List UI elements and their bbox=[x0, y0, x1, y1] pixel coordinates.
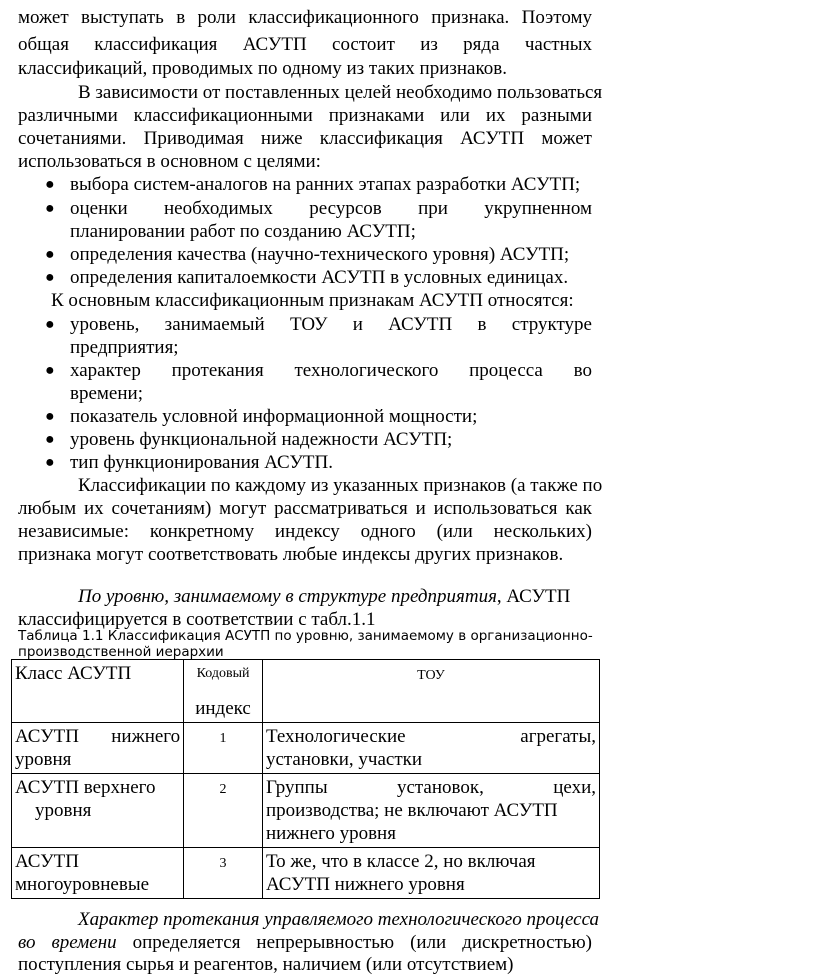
cell-text: 2 bbox=[219, 782, 227, 797]
list-item-text: определения капиталоемкости АСУТП в условных единицах. bbox=[70, 267, 569, 288]
header-text: Класс АСУТП bbox=[15, 663, 132, 684]
header-cell bbox=[184, 660, 263, 723]
bullet-icon: ● bbox=[45, 454, 55, 471]
cell-text: 3 bbox=[219, 856, 227, 871]
text-line bbox=[18, 585, 592, 608]
table-cell bbox=[184, 723, 263, 774]
text-line: К основным классификационным признакам АСУТП относятся: bbox=[51, 290, 574, 311]
table-cell bbox=[262, 848, 599, 899]
table-header-row bbox=[12, 660, 600, 723]
list-item bbox=[18, 266, 592, 289]
cell-text: То же, что в классе 2, но включая bbox=[265, 851, 536, 872]
plain-text: , АСУТП bbox=[496, 586, 571, 607]
text-line: независимые: конкретному индексу одного (или нескольких) bbox=[18, 521, 592, 542]
cell-text: производства; не включают АСУТП bbox=[265, 800, 558, 821]
bullet-icon: ● bbox=[45, 362, 55, 379]
list-item-continuation: времени; bbox=[70, 383, 143, 404]
table-caption: производственной иерархии bbox=[18, 644, 224, 660]
text-line: использоваться в основном с целями: bbox=[18, 151, 321, 172]
list-item-continuation: предприятия; bbox=[70, 337, 179, 358]
table-cell bbox=[12, 774, 184, 848]
list-item bbox=[18, 243, 592, 266]
text-line: признака могут соответствовать любые индексы других признаков. bbox=[18, 544, 564, 565]
plain-text: определяется непрерывностью (или дискретностью) bbox=[116, 932, 592, 953]
list-item-text: оценки необходимых ресурсов при укрупненном bbox=[70, 198, 592, 219]
text-line: любым их сочетаниям) могут рассматриваться и использоваться как bbox=[18, 498, 592, 519]
table-cell bbox=[12, 723, 184, 774]
cell-text: уровня bbox=[15, 749, 72, 770]
list-item-text: показатель условной информационной мощности; bbox=[70, 406, 478, 427]
list-item bbox=[18, 313, 592, 336]
list-item-text: характер протекания технологического процесса во bbox=[70, 360, 592, 381]
text-line: В зависимости от поставленных целей необходимо пользоваться bbox=[78, 82, 603, 103]
header-text: Кодовый bbox=[196, 666, 250, 681]
list-item bbox=[18, 359, 592, 382]
cell-text: АСУТП нижнего bbox=[15, 726, 181, 747]
bullet-icon: ● bbox=[45, 246, 55, 263]
cell-text: многоуровневые bbox=[15, 874, 150, 895]
text-line: поступления сырья и реагентов, наличием (или отсутствием) bbox=[18, 954, 514, 975]
header-cell bbox=[262, 660, 599, 723]
bullet-icon: ● bbox=[45, 408, 55, 425]
text-line: общая классификация АСУТП состоит из ряда частных bbox=[18, 34, 592, 55]
table-cell bbox=[184, 848, 263, 899]
text-line: различными классификационными признаками или их разными bbox=[18, 105, 592, 126]
header-text: ТОУ bbox=[417, 668, 445, 683]
text-line: сочетаниями. Приводимая ниже классификация АСУТП может bbox=[18, 128, 592, 149]
text-line: Классификации по каждому из указанных признаков (а также по bbox=[78, 475, 603, 496]
text-line: классифицируется в соответствии с табл.1.1 bbox=[18, 609, 376, 630]
bullet-icon: ● bbox=[45, 316, 55, 333]
table-row bbox=[12, 723, 600, 774]
cell-text: АСУТП нижнего уровня bbox=[265, 874, 465, 895]
list-item bbox=[18, 451, 592, 474]
cell-text: уровня bbox=[35, 800, 92, 821]
cell-text: Технологические агрегаты, bbox=[265, 726, 596, 747]
list-item-continuation: планировании работ по созданию АСУТП; bbox=[70, 221, 416, 242]
list-item bbox=[18, 173, 592, 196]
cell-text: установки, участки bbox=[265, 749, 423, 770]
list-item bbox=[18, 405, 592, 428]
text-line bbox=[18, 931, 592, 954]
list-item-text: тип функционирования АСУТП. bbox=[70, 452, 334, 473]
header-text: индекс bbox=[195, 698, 251, 719]
table-cell bbox=[184, 774, 263, 848]
spacer bbox=[187, 685, 259, 697]
classification-table bbox=[11, 659, 600, 899]
list-item bbox=[18, 428, 592, 451]
table-caption: Таблица 1.1 Классификация АСУТП по уровню, занимаемому в организационно- bbox=[18, 628, 593, 644]
cell-text: АСУТП bbox=[15, 851, 79, 872]
italic-text: По уровню, занимаемому в структуре предприятия bbox=[78, 586, 497, 607]
cell-text: 1 bbox=[219, 731, 227, 746]
table-cell bbox=[262, 774, 599, 848]
list-item-text: выбора систем-аналогов на ранних этапах разработки АСУТП; bbox=[70, 174, 581, 195]
list-item-text: уровень, занимаемый ТОУ и АСУТП в структуре bbox=[70, 314, 592, 335]
italic-text: во времени bbox=[18, 932, 117, 953]
bullet-icon: ● bbox=[45, 431, 55, 448]
table-cell bbox=[262, 723, 599, 774]
text-line: может выступать в роли классификационного признака. Поэтому bbox=[18, 7, 592, 28]
bullet-icon: ● bbox=[45, 176, 55, 193]
table-row bbox=[12, 848, 600, 899]
table-cell bbox=[12, 848, 184, 899]
text-line: классификаций, проводимых по одному из таких признаков. bbox=[18, 58, 507, 79]
bullet-icon: ● bbox=[45, 200, 55, 217]
cell-text: Группы установок, цехи, bbox=[265, 777, 596, 798]
italic-text: Характер протекания управляемого технологического процесса bbox=[78, 909, 600, 930]
cell-text: АСУТП верхнего bbox=[15, 777, 156, 798]
table-row bbox=[12, 774, 600, 848]
list-item bbox=[18, 197, 592, 220]
bullet-icon: ● bbox=[45, 269, 55, 286]
list-item-text: определения качества (научно-технического уровня) АСУТП; bbox=[70, 244, 570, 265]
list-item-text: уровень функциональной надежности АСУТП; bbox=[70, 429, 453, 450]
header-cell bbox=[12, 660, 184, 723]
text-line bbox=[18, 908, 600, 931]
cell-text: нижнего уровня bbox=[265, 823, 396, 844]
